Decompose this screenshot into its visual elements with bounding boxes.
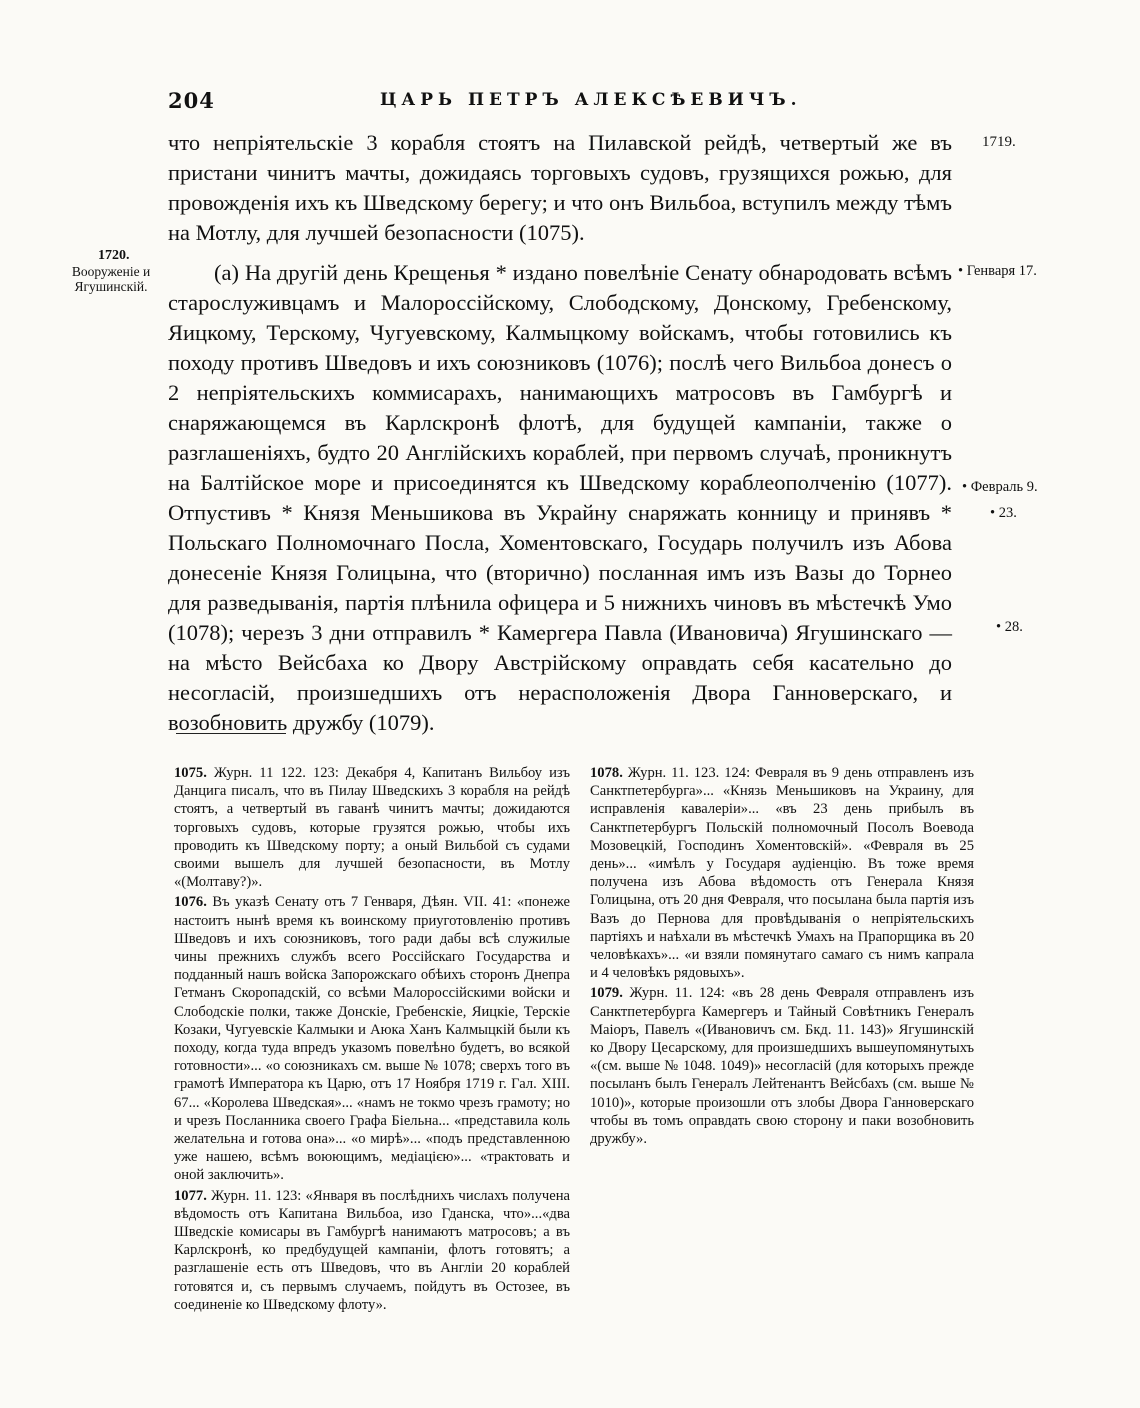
margin-topic-note [56, 264, 166, 294]
margin-date-28: • 28. [996, 619, 1023, 635]
footnote-number: 1078. [590, 765, 623, 781]
footnote-number: 1079. [590, 985, 623, 1002]
margin-topic-line1: Вооруженіе и [71, 264, 151, 279]
margin-date-23: • 23. [990, 505, 1017, 521]
footnote-text: Журн. 11. 123: «Января въ послѣднихъ числахъ получена вѣдомость отъ Капитана Вильбоа, изо Гданска, что»...«два Шведскіе комисары въ Гамбургѣ нанимаютъ матросовъ; а въ Карлскронѣ, ко предбудущей кампаніи, флотъ готовятъ; а разглашеніе есть отъ Шведовъ, что въ Англіи 20 кораблей готовятся и, съ первымъ случаемъ, пойдутъ въ Остозее, въ соединеніе ко Шведскому флоту». [174, 1187, 570, 1313]
footnote-rule [176, 733, 286, 734]
page-number: 204 [168, 88, 215, 113]
margin-year-1720: 1720. [98, 248, 130, 263]
footnote-text: Журн. 11. 123. 124: Февраля въ 9 день отправленъ изъ Санктпетербурга»... «Князь Меньшиковъ на Украину, для исправленія кавалеріи»... «въ 23 день прибылъ въ Санктпетербургъ Польскій полномочный Посолъ Воевода Мозовецкій, Господинъ Хоментовскій». «Февраля въ 25 день»... «имѣлъ у Государя аудіенцію. Въ тоже время получена изъ Абова вѣдомость отъ Генерала Князя Голицына, отъ 20 дня Февраля, что посылана была партія изъ Вазъ до Пернова для провѣдыванія о непріятельскихъ партіяхъ и наѣхали въ мѣстечкѣ Умахъ на Прапорщика въ 20 человѣкахъ»... «и взяли помянутаго самаго съ нимъ капрала и 4 человѣкъ рядовыхъ». [590, 765, 974, 982]
margin-date-feb9: • Февраль 9. [962, 479, 1038, 495]
margin-year-1719: 1719. [982, 134, 1016, 150]
footnote-1077 [174, 1187, 570, 1314]
body-paragraph-2: (а) На другій день Крещенья * издано повелѣніе Сенату обнародовать всѣмъ старослуживцамъ и Малороссійскому, Слободскому, Донскому, Гребенскому, Яицкому, Терскому, Чугуевскому, Калмыцкому войскамъ, чтобы готовились къ походу противъ Шведовъ и ихъ союзниковъ (1076); послѣ чего Вильбоа донесъ о 2 непріятельскихъ коммисарахъ, нанимающихъ матросовъ въ Гамбургѣ и снаряжающемся въ Карлскронѣ флотѣ, для будущей кампаніи, также о разглашеніяхъ, будто 20 Англійскихъ кораблей, при первомъ случаѣ, проникнутъ на Балтійское море и присоединятся къ Шведскому кораблеополченію (1077). Отпустивъ * Князя Меньшикова въ Украйну снаряжать конницу и принявъ * Польскаго Полномочнаго Посла, Хоментовскаго, Государь получилъ изъ Абова донесеніе Князя Голицына, что (вторично) посланная имъ изъ Вазы до Торнео для разведыванія, партія плѣнила офицера и 5 нижнихъ чиновъ въ мѣстечкѣ Умо (1078); черезъ 3 дни отправилъ * Камергера Павла (Ивановича) Ягушинскаго — на мѣсто Вейсбаха ко Двору Австрійскому оправдать себя касательно до несогласій, произшедшихъ отъ нерасположенія Двора Ганноверскаго, и возобновить дружбу (1079). [168, 260, 952, 735]
footnote-number: 1075. [174, 765, 207, 781]
footnote-text: Въ указѣ Сенату отъ 7 Генваря, Дѣян. VII. 41: «понеже настоитъ нынѣ время къ воинскому приуготовленію противъ Шведовъ и ихъ союзниковъ, того ради дабы всѣ служилые чины прежнихъ службъ всего Россійскаго Государства и подданный нашъ войска Запорожскаго обѣихъ сторонъ Днепра Гетманъ Скоропадскій, со всѣми Малороссійскими войски и Слободскіе полки, также Донскіе, Гребенскіе, Яицкіе, Терскіе Козаки, Чугуевскіе Калмыки и Аюка Ханъ Калмыцкій были къ походу, когда туда впредъ указомъ повелѣно будетъ, во всякой готовности»... «о союзникахъ см. выше № 1078; сверхъ того въ грамотѣ Императора къ Царю, отъ 17 Ноября 1719 г. Гал. XIII. 67... «Королева Шведская»... «намъ не токмо чрезъ грамоту; но и чрезъ Посланника своего Графа Біельна... «представила коль желательна и готова она»... «о мирѣ»... «подъ представленною уже нашею, всѣмъ воюющимъ, медіацією»... «трактовать и оной заключить». [174, 894, 570, 1184]
margin-topic-line2: Ягушинскій. [74, 279, 148, 294]
body-paragraph-1: что непріятельскіе 3 корабля стоятъ на Пилавской рейдѣ, четвертый же въ пристани чинитъ мачты, дожидаясь торговыхъ судовъ, грузящихся рожью, для провожденія ихъ къ Шведскому берегу; и что онъ Вильбоа, вступилъ между тѣмъ на Мотлу, для лучшей безопасности (1075). [168, 130, 952, 245]
footnote-number: 1077. [174, 1187, 207, 1204]
footnotes-right-column [590, 764, 974, 1150]
footnote-1076 [174, 893, 570, 1184]
footnote-text: Журн. 11. 124: «въ 28 день Февраля отправленъ изъ Санктпетербурга Камергеръ и Тайный Совѣтникъ Генералъ Маіоръ, Павелъ «(Ивановичъ см. Бкд. 11. 143)» Ягушинскій ко Двору Цесарскому, для произшедшихъ вышеупомянутыхъ «(см. выше № 1048. 1049)» несогласій (для которыхъ прежде посыланъ былъ Генералъ Лейтенантъ Вейсбахъ (см. выше № 1010)», которые произошли отъ злобы Двора Ганноверскаго чтобы въ томъ оправдать свою сторону и паки возобновить дружбу». [590, 985, 974, 1148]
footnote-1075 [174, 764, 570, 891]
margin-date-jan17: • Генваря 17. [958, 263, 1037, 279]
running-head: ЦАРЬ ПЕТРЪ АЛЕКСѢЕВИЧЪ. [380, 90, 802, 110]
footnote-text: Журн. 11 122. 123: Декабря 4, Капитанъ Вильбоу изъ Данцига писалъ, что въ Пилау Шведскихъ 3 корабля на рейдѣ стоятъ, а четвертый въ гаванѣ чинитъ мачты; дожидаются торговыхъ судовъ, которые грузятся рожью, чтобы ихъ проводить къ Шведскому порту; а оный Вильбой съ судами своими вышелъ для лучшей безопасности, въ Мотлу «(Молтаву?)». [174, 765, 570, 891]
footnote-1079 [590, 984, 974, 1148]
footnote-number: 1076. [174, 894, 207, 911]
footnote-1078 [590, 764, 974, 982]
footnotes-left-column [174, 764, 570, 1316]
